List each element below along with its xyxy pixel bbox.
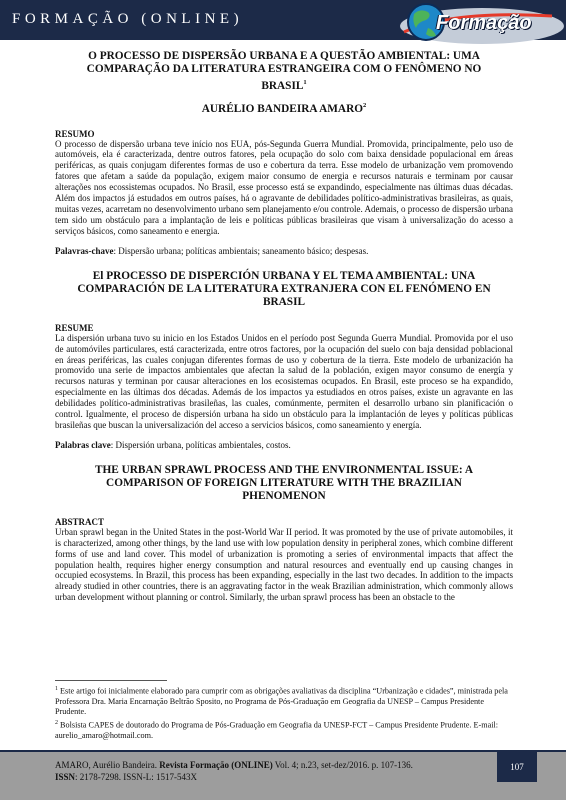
title-pt-line-3: BRASIL [261,79,304,92]
citation [55,760,475,783]
citation-details: Vol. 4; n.23, set-dez/2016. p. 107-136. [272,760,413,770]
title-portuguese [55,50,513,93]
article-body [55,50,513,603]
footnote-1-text: Este artigo foi inicialmente elaborado para cumprir com as obrigações avaliativas da disciplina “Urbanização e cidades”, ministrada pela Professora Dra. Maria Encarnação Beltrão Sposito, no Programa de Pós-Graduação em Geografia da UNESP – Campus Presidente Prudente. [55,686,508,717]
footnote-1 [55,684,513,717]
issn-value: : 2178-7298. ISSN-L: 1517-543X [75,771,198,782]
author-footnote-mark: 2 [363,101,367,109]
keywords-pt [55,246,513,257]
footnote-2-text: Bolsista CAPES de doutorado do Programa de Pós-Graduação em Geografia da UNESP-FCT – Campus Presidente Prudente. E-mail: aurelio_amaro@hotmail.com. [55,721,499,741]
citation-journal: Revista Formação (ONLINE) [159,760,273,770]
page-number: 107 [497,752,537,782]
footnote-1-mark: 1 [55,686,58,692]
citation-author: AMARO, Aurélio Bandeira. [55,760,160,770]
title-en-line-1: THE URBAN SPRAWL PROCESS AND THE ENVIRONMENTAL ISSUE: A [94,463,474,476]
title-english [55,464,513,503]
footnote-2 [55,718,513,741]
abstract-heading-es: RESUME [55,322,94,333]
abstract-heading-en: ABSTRACT [55,516,105,527]
abstract-heading-pt: RESUMO [55,128,95,139]
title-es-line-2: COMPARACIÓN DE LA LITERATURA EXTRANJERA CON EL FENÓMENO EN [77,282,491,295]
abstract-text-es: La dispersión urbana tuvo su inicio en los Estados Unidos en el período post Segunda Guerra Mundial. Promovida por el uso de automóviles particulares, está caracterizada, entre otros factores, por la ocupación del suelo con baja densidad poblacional en áreas periféricas, las cuales conjugan diferentes formas de uso y cobertura de la tierra. Este modelo de urbanización ha promovido una serie de impactos ambientales que afectan la salud de la población, exigen mayor consumo de energía y recursos naturas y terminan por causar alteraciones en los ecosistemas ocupados. En Brasil, este proceso se ha expandido, especialmente en las últimas dos décadas. Además de los impactos ya estudiados en otros países, existe un agravante en las debilidades político-administrativas brasileñas, las cuales, comúnmente, permiten el desarrollo urbano sin planificación o control. Igualmente, el proceso de dispersión urbana ha sido un obstáculo para la implantación de leyes y políticas públicas brasileñas que buscan la universalización del acceso a servicios básicos, como saneamiento y energía. [55,332,513,430]
title-en-line-2: COMPARISON OF FOREIGN LITERATURE WITH THE BRAZILIAN [106,476,462,489]
keywords-list-pt: : Dispersão urbana; políticas ambientais; saneamento básico; despesas. [113,245,369,256]
footnotes [55,680,513,742]
journal-name: FORMAÇÃO (ONLINE) [12,11,244,27]
author-name [55,102,513,115]
logo-wordmark: Formação [436,12,532,34]
issn-label: ISSN [55,771,76,782]
footnote-2-mark: 2 [55,720,58,727]
title-footnote-mark: 1 [303,79,307,86]
title-spanish [55,270,513,309]
keywords-label-es: Palabras clave [55,439,111,450]
title-es-line-3: BRASIL [262,295,306,308]
keywords-es [55,440,513,451]
title-es-line-1: El PROCESSO DE DISPERCIÓN URBANA Y EL TEMA AMBIENTAL: UNA [92,269,476,282]
abstract-text-en: Urban sprawl began in the United States in the post-World War II period. It was promoted by the use of private automobiles, it is characterized, among other things, by the land use with low population density in peripheral zones, which combine different forms of use and land cover. This model of urbanization is promoting a series of environmental impacts that affect the population health, requires higher energy consumption and natural resources and eventually end up causing changes in occupied ecosystems. In Brazil, this process has been expanding, especially in the last two decades. In addition to the impacts already studied in other countries, there is an aggravating factor in the weak Brazilian administration, which commonly allows urban development without planning or control. Similarly, the urban sprawl process has been an obstacle to the [55,526,513,603]
abstract-text-pt: O processo de dispersão urbana teve início nos EUA, pós-Segunda Guerra Mundial. Promovida, principalmente, pelo uso de automóveis, ela é caracterizada, dentre outros fatores, pela ocupação do solo com baixa densidade populacional em áreas periféricas, as quais conjugam diferentes formas de uso e cobertura da terra. Esse modelo de urbanização vem promovendo fatores que afetam a saúde da população, exigem maior consumo de energia e recursos naturais e terminam por causar alterações nos ecossistemas ocupados. No Brasil, esse processo está se expandindo, especialmente nas últimas duas décadas. Além dos impactos já estudados em outros países, há o agravante de debilidades político-administrativas brasileiras, as quais, muitas vezes, acarretam no desenvolvimento urbano sem planejamento e/ou controle. Ademais, o processo de dispersão urbana tem sido um obstáculo para a implantação de leis e políticas públicas brasileiras que visam à universalização do acesso a serviços básicos, como saneamento e energia. [55,138,513,236]
title-en-line-3: PHENOMENON [242,489,326,502]
title-pt-line-1: O PROCESSO DE DISPERSÃO URBANA E A QUESTÃO AMBIENTAL: UMA [88,50,480,62]
journal-logo [392,2,564,48]
keywords-label-pt: Palavras-chave [55,245,114,256]
author-name-text: AURÉLIO BANDEIRA AMARO [201,102,364,115]
title-pt-line-2: COMPARAÇÃO DA LITERATURA ESTRANGEIRA COM O FENÔMENO NO [86,63,482,75]
keywords-list-es: : Dispersión urbana, políticas ambientales, costos. [110,439,291,450]
